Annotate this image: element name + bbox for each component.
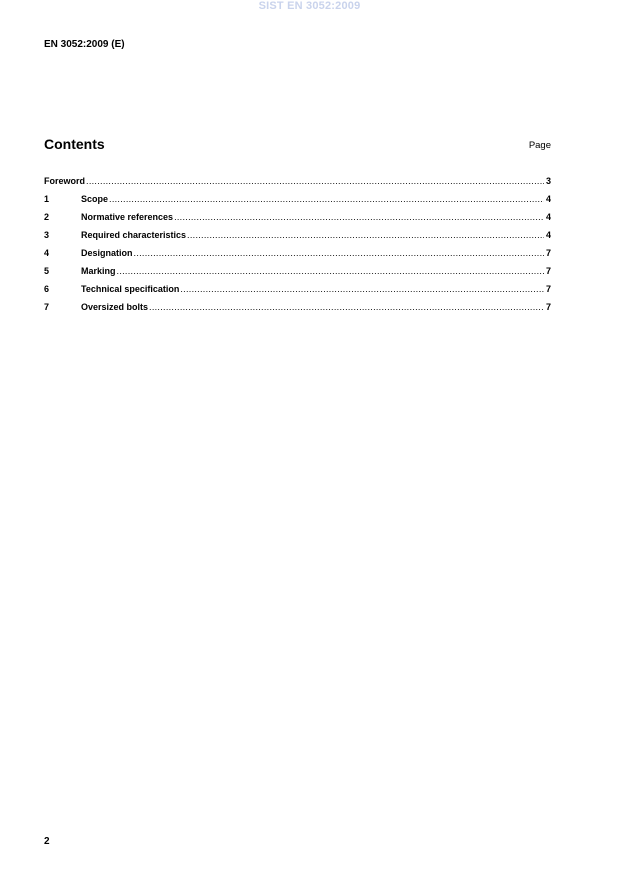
toc-entry-title: Normative references bbox=[81, 212, 174, 222]
toc-entry-title: Scope bbox=[81, 194, 109, 204]
toc-entry-technical-specification[interactable] bbox=[44, 284, 551, 302]
toc-entry-foreword[interactable] bbox=[44, 176, 551, 194]
toc-entry-normative-references[interactable] bbox=[44, 212, 551, 230]
toc-entry-oversized-bolts[interactable] bbox=[44, 302, 551, 320]
toc-entry-page: 4 bbox=[545, 194, 551, 204]
toc-entry-page: 7 bbox=[545, 302, 551, 312]
toc-entry-marking[interactable] bbox=[44, 266, 551, 284]
toc-entry-page: 7 bbox=[545, 248, 551, 258]
watermark-text: SIST EN 3052:2009 bbox=[258, 0, 361, 12]
toc-dot-leader bbox=[149, 302, 544, 312]
toc-entry-number: 4 bbox=[44, 248, 50, 258]
toc-dot-leader bbox=[86, 176, 544, 186]
toc-dot-leader bbox=[174, 212, 544, 222]
toc-entry-designation[interactable] bbox=[44, 248, 551, 266]
document-id-header: EN 3052:2009 (E) bbox=[44, 39, 125, 50]
toc-entry-title: Required characteristics bbox=[81, 230, 187, 240]
toc-entry-page: 4 bbox=[545, 230, 551, 240]
contents-heading: Contents bbox=[44, 136, 105, 152]
toc-entry-page: 7 bbox=[545, 266, 551, 276]
toc-dot-leader bbox=[180, 284, 544, 294]
table-of-contents bbox=[44, 176, 551, 320]
toc-entry-title: Designation bbox=[81, 248, 133, 258]
toc-entry-number: 6 bbox=[44, 284, 50, 294]
toc-entry-number: 7 bbox=[44, 302, 50, 312]
toc-entry-title: Technical specification bbox=[81, 284, 180, 294]
toc-dot-leader bbox=[134, 248, 544, 258]
toc-dot-leader bbox=[109, 194, 544, 204]
toc-entry-page: 4 bbox=[545, 212, 551, 222]
toc-entry-scope[interactable] bbox=[44, 194, 551, 212]
page-number: 2 bbox=[44, 836, 50, 847]
toc-entry-required-characteristics[interactable] bbox=[44, 230, 551, 248]
toc-entry-page: 7 bbox=[545, 284, 551, 294]
page-column-label: Page bbox=[528, 140, 551, 151]
toc-entry-title: Oversized bolts bbox=[81, 302, 149, 312]
toc-entry-title: Foreword bbox=[44, 176, 86, 186]
toc-dot-leader bbox=[187, 230, 544, 240]
toc-entry-number: 3 bbox=[44, 230, 50, 240]
toc-entry-number: 1 bbox=[44, 194, 50, 204]
toc-entry-page: 3 bbox=[545, 176, 551, 186]
toc-entry-number: 2 bbox=[44, 212, 50, 222]
toc-entry-number: 5 bbox=[44, 266, 50, 276]
toc-dot-leader bbox=[117, 266, 544, 276]
toc-entry-title: Marking bbox=[81, 266, 116, 276]
